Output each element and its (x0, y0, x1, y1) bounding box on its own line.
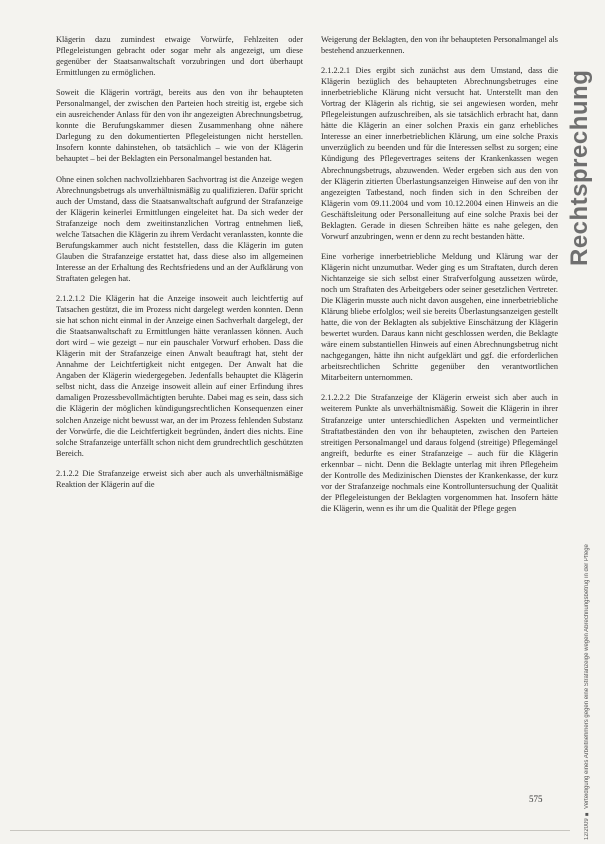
right-text-column (321, 34, 558, 523)
left-text-column (56, 34, 303, 499)
paragraph: Soweit die Klägerin vorträgt, bereits aus den von ihr behaupteten Personalmangel, der zwischen den Parteien hoch streitig ist, ergebe sich ein ausreichender Anlass für den von ihr angezeigten Abrechnungsbetrug, konnte die Berufungskammer diesen Zusammenhang ohne nähere Darlegung zu den dokumentierten Pflegeleistungen nicht herstellen. Insofern konnte dahinstehen, ob tatsächlich – wie von der Klägerin behauptet – bei der Beklagten ein Personalmangel bestanden hat. (56, 88, 303, 164)
paragraph: Ohne einen solchen nachvollziehbaren Sachvortrag ist die Anzeige wegen Abrechnungsbetrugs als unverhältnismäßig zu qualifizieren. Dafür spricht auch der Umstand, dass die Staatsanwaltschaft aufgrund der Strafanzeige der Klägerin keinerlei Ermittlungen eingeleitet hat. Da sich weder der Strafanzeige noch dem zweitinstanzlichen Vortrag entnehmen ließ, welche Tatsachen die Klägerin zu ihrem Verdacht veranlassten, konnte die Berufungskammer auch nicht feststellen, dass die Klägerin im guten Glauben die Strafanzeige erstattet hat, dass diese also im allgemeinen Interesse an der Erhaltung des Rechtsfriedens und an der Aufklärung von Straftaten gelegen hat. (56, 174, 303, 283)
paragraph: Weigerung der Beklagten, den von ihr behaupteten Personalmangel als bestehend anzuerkennen. (321, 35, 558, 56)
bottom-divider (10, 830, 570, 831)
margin-note: 12/2009 ■ Verteidigung eines Arbeitnehmers gegen eine Strafanzeige wegen Abrechnungsbetrug in der Pflege (584, 544, 590, 840)
paragraph: 2.1.2.2 Die Strafanzeige erweist sich aber auch als unverhältnismäßige Reaktion der Klägerin auf die (56, 468, 303, 489)
paragraph: 2.1.2.1.2 Die Klägerin hat die Anzeige insoweit auch leichtfertig auf Tatsachen gestützt, die im Prozess nicht dargelegt werden konnten. Denn sie hat schon nicht einmal in der Anzeige einen Sachverhalt dargelegt, der die Staatsanwaltschaft zu Ermittlungen hätte veranlassen können. Auch dort wird – wie gezeigt – nur ein pauschaler Vorwurf erhoben. Dass die Klägerin mit der Strafanzeige einen Anwalt beauftragt hat, steht der Annahme der Leichtfertigkeit nicht entgegen. Der Anwalt hat die Angaben der Klägerin wiedergegeben. Jedenfalls behauptet die Klägerin selbst nicht, dass die Anzeige insoweit allein auf einer Erfindung ihres damaligen Prozessbevollmächtigten beruhte. Dabei mag es sein, dass sich die Klägerin der möglichen kündigungsrechtlichen Konsequenzen einer solchen Anzeige nicht bewusst war, an der im Prozess fehlenden Substanz der Vorwürfe, die die Leichtfertigkeit begründen, ändert dies nichts. Eine solche Strafanzeige unterfällt schon nicht dem grundrechtlich geschützten Bereich. (56, 293, 303, 458)
section-title: Rechtsprechung (566, 69, 593, 266)
page-number: 575 (529, 794, 543, 804)
paragraph: Eine vorherige innerbetriebliche Meldung und Klärung war der Klägerin nicht unzumutbar. Weder ging es um Straftaten, durch deren Nichtanzeige sie sich selbst einer Strafverfolgung aussetzen würde, noch um Straftaten des Arbeitgebers oder seiner gesetzlichen Vertreter. Die Klägerin musste auch nicht davon ausgehen, eine innerbetriebliche Klärung bliebe erfolglos; weil sie bereits Überlastungsanzeigen gestellt hatte, die von der Beklagten als subjektive Einschätzung der Klägerin bewertet wurden. Daraus kann nicht geschlossen werden, die Beklagte wäre einem substantiellen Hinweis auf einen Abrechnungsbetrug nicht nachgegangen, hätte ihn nicht aufgeklärt und ggf. die erforderlichen arbeitsrechtlichen Schritte gegenüber den verantwortlichen Mitarbeitern unternommen. (321, 251, 558, 383)
paragraph: 2.1.2.2.1 Dies ergibt sich zunächst aus dem Umstand, dass die Klägerin bezüglich des behaupteten Abrechnungsbetruges eine innerbetriebliche Klärung nicht versucht hat. Unterstellt man den Vortrag der Klägerin als richtig, sie sei angewiesen worden, mehr Pflegeleistungen aufzuschreiben, als sie tatsächlich erbracht hat, dann hätte die Klägerin an einer solchen Praxis ein ganz erhebliches Interesse an einer innerbetrieblichen Klärung, um eine solche Praxis unverzüglich zu beenden und für die Interessen selbst zu sorgen; eine Kündigung des Pflegevertrages seitens der Krankenkassen wegen Abrechnungsbetrugs, abzuwenden. Weder ergeben sich aus den von der Klägerin zitierten Überlastungsanzeigen Hinweise auf den von ihr angezeigten Tatbestand, noch finden sich in den Schreiben der Klägerin vom 09.11.2004 und vom 10.12.2004 einen Hinweis an die Geschäftsleitung oder Personalleitung auf eine solche Praxis bei der Beklagten. Gerade in diesen Schreiben hätte es nahe gelegen, den Vorwurf anzubringen, wenn er denn zu recht bestanden hätte. (321, 66, 558, 241)
paragraph: Klägerin dazu zumindest etwaige Vorwürfe, Fehlzeiten oder Pflegeleistungen gebracht oder sogar mehr als angezeigt, um diese gegenüber der Staatsanwaltschaft vorzubringen und dort überhaupt Ermittlungen zu ermöglichen. (56, 35, 303, 78)
paragraph: 2.1.2.2.2 Die Strafanzeige der Klägerin erweist sich aber auch in weiterem Punkte als unverhältnismäßig. Soweit die Klägerin in ihrer Strafanzeige unter unterschiedlichen Aspekten und vermeintlicher Straftatbeständen den von ihr behaupteten, zwischen den Parteien streitigen Personalmangel und daraus folgend (streitige) Pflegemängel angreift, bedurfte es einer Strafanzeige – auch für die Klägerin erkennbar – nicht. Denn die Beklagte unterlag mit ihren Pflegeheim der Kontrolle des Medizinischen Dienstes der Krankenkasse, der kurz vor der Strafanzeige nochmals eine Kontrolluntersuchung der Qualität der Pflegeleistungen der Beklagten vorgenommen hat. Insofern hätte die Klägerin, wenn es ihr um die Qualität der Pflege gegen (321, 393, 558, 513)
